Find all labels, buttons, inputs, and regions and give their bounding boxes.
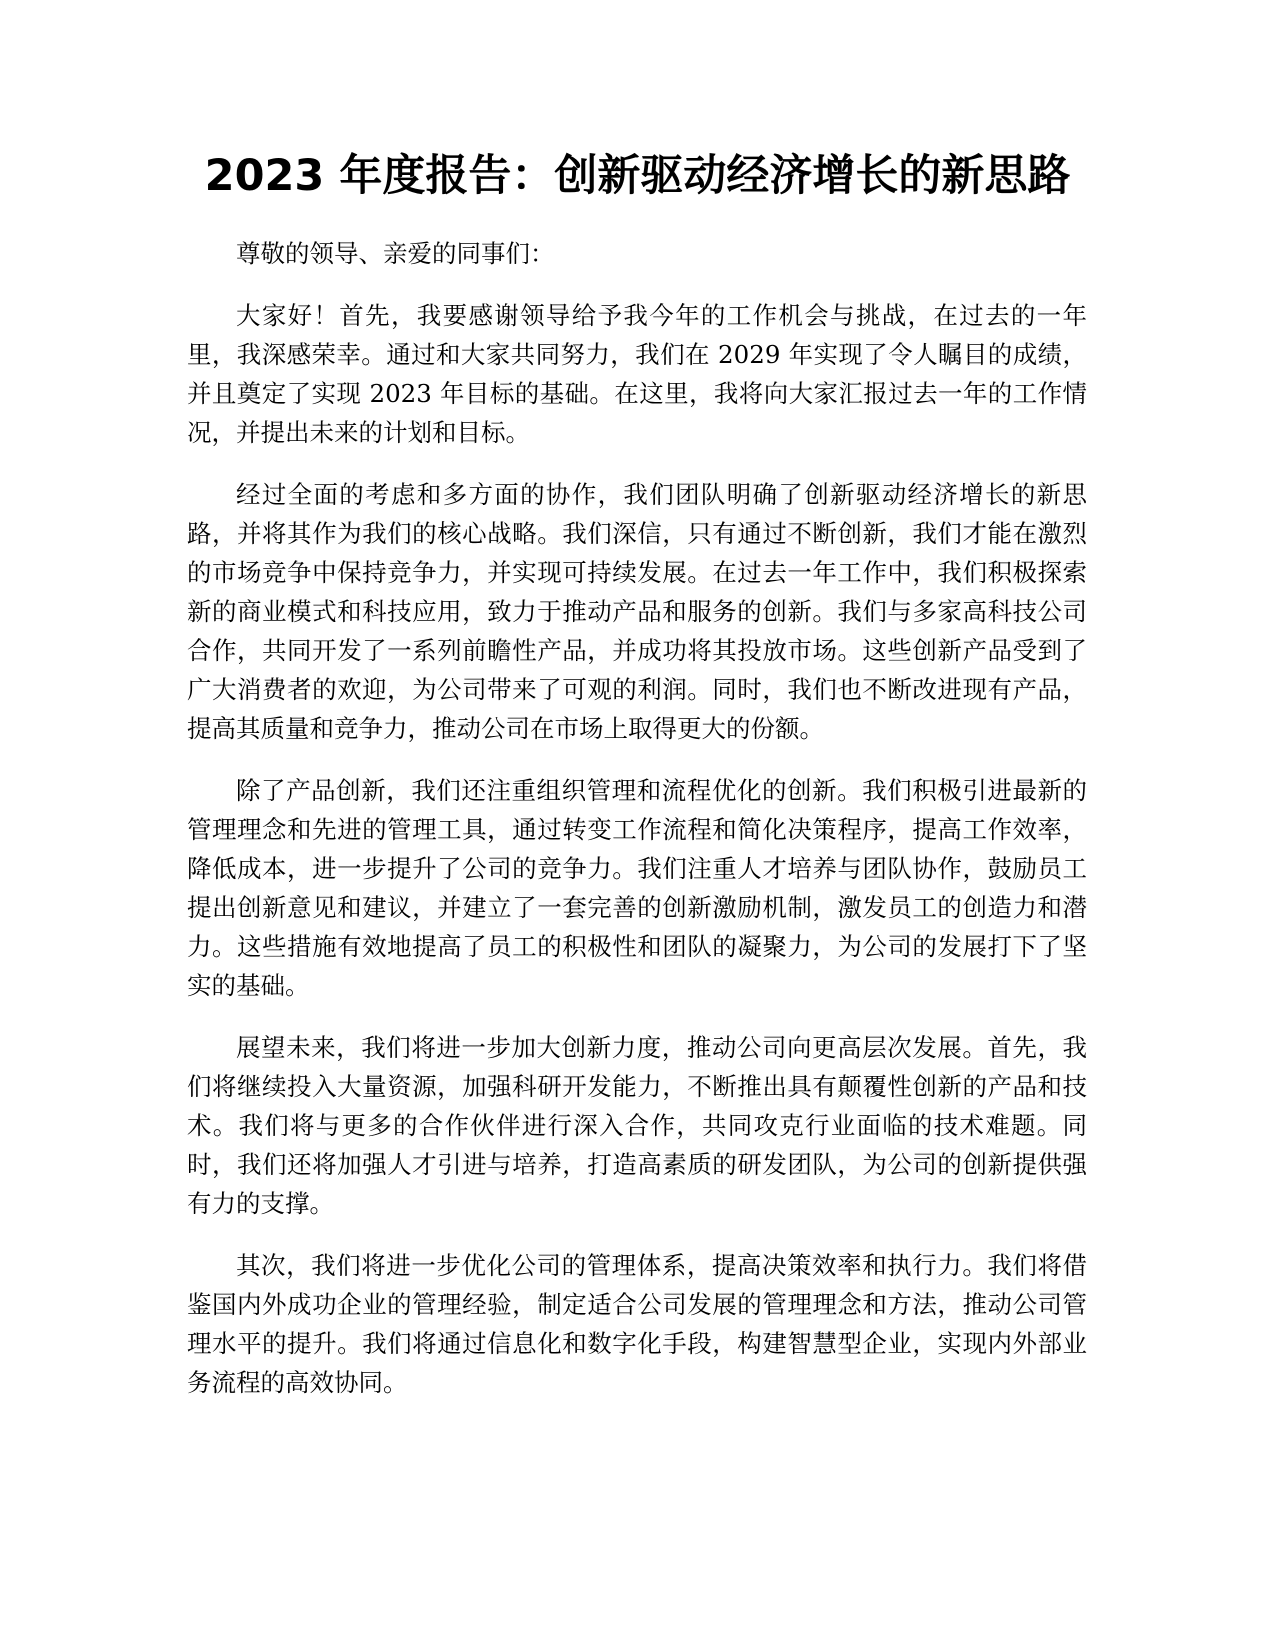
paragraph: 除了产品创新，我们还注重组织管理和流程优化的创新。我们积极引进最新的管理理念和先进的管理工具，通过转变工作流程和简化决策程序，提高工作效率，降低成本，进一步提升了公司的竞争力。我们注重人才培养与团队协作，鼓励员工提出创新意见和建议，并建立了一套完善的创新激励机制，激发员工的创造力和潜力。这些措施有效地提高了员工的积极性和团队的凝聚力，为公司的发展打下了坚实的基础。 — [187, 776, 1087, 1000]
paragraph: 其次，我们将进一步优化公司的管理体系，提高决策效率和执行力。我们将借鉴国内外成功企业的管理经验，制定适合公司发展的管理理念和方法，推动公司管理水平的提升。我们将通过信息化和数字化手段，构建智慧型企业，实现内外部业务流程的高效协同。 — [187, 1251, 1087, 1397]
paragraph: 经过全面的考虑和多方面的协作，我们团队明确了创新驱动经济增长的新思路，并将其作为我们的核心战略。我们深信，只有通过不断创新，我们才能在激烈的市场竞争中保持竞争力，并实现可持续发展。在过去一年工作中，我们积极探索新的商业模式和科技应用，致力于推动产品和服务的创新。我们与多家高科技公司合作，共同开发了一系列前瞻性产品，并成功将其投放市场。这些创新产品受到了广大消费者的欢迎，为公司带来了可观的利润。同时，我们也不断改进现有产品，提高其质量和竞争力，推动公司在市场上取得更大的份额。 — [187, 480, 1087, 743]
paragraph: 展望未来，我们将进一步加大创新力度，推动公司向更高层次发展。首先，我们将继续投入大量资源，加强科研开发能力，不断推出具有颠覆性创新的产品和技术。我们将与更多的合作伙伴进行深入合作，共同攻克行业面临的技术难题。同时，我们还将加强人才引进与培养，打造高素质的研发团队，为公司的创新提供强有力的支撑。 — [187, 1033, 1087, 1218]
document-body — [187, 234, 1087, 1425]
paragraph: 大家好！首先，我要感谢领导给予我今年的工作机会与挑战，在过去的一年里，我深感荣幸。通过和大家共同努力，我们在 2029 年实现了令人瞩目的成绩，并且奠定了实现 2023 年目标的基础。在这里，我将向大家汇报过去一年的工作情况，并提出未来的计划和目标。 — [187, 301, 1087, 447]
salutation: 尊敬的领导、亲爱的同事们： — [236, 239, 555, 268]
document-title: 2023 年度报告：创新驱动经济增长的新思路 — [204, 151, 1071, 201]
